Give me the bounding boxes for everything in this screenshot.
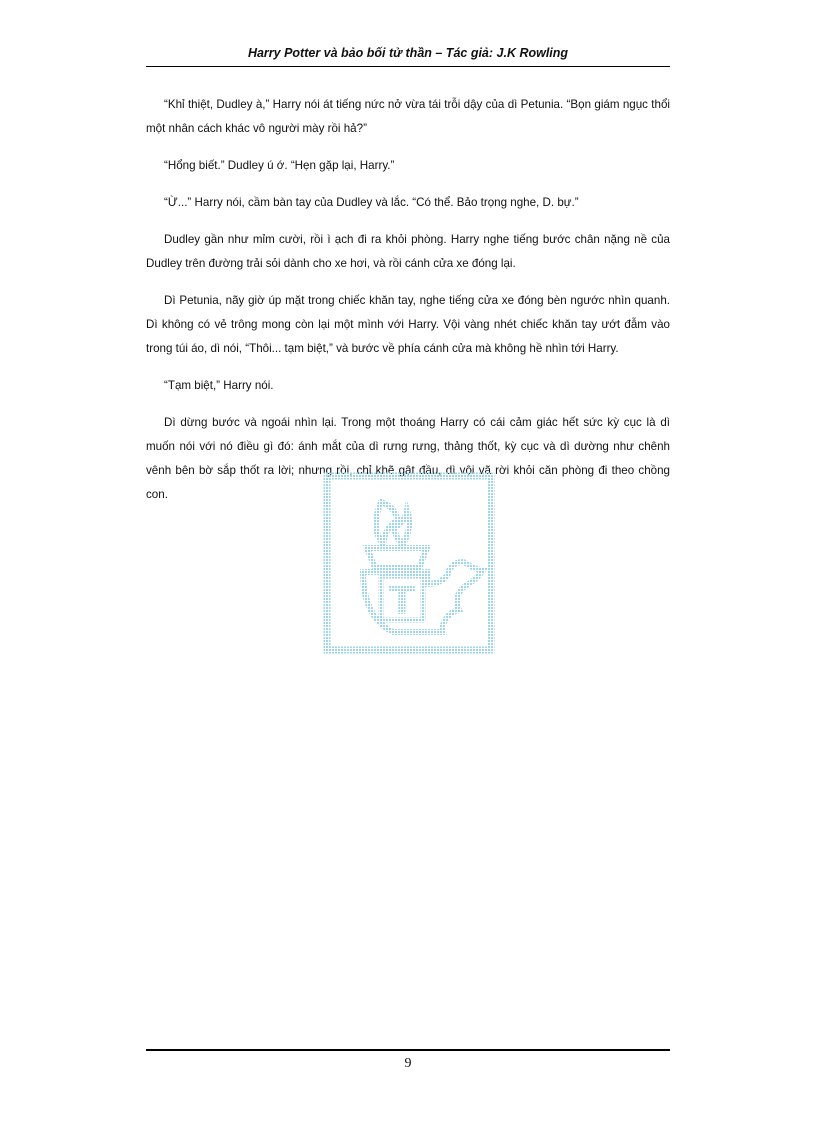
page-header [146,44,670,67]
chapter-body [146,93,670,520]
paragraph-3: “Ừ...” Harry nói, cầm bàn tay của Dudley và lắc. “Có thể. Bảo trọng nghe, D. bự.” [164,196,579,209]
paragraph-2: “Hổng biết.” Dudley ú ớ. “Hẹn gặp lại, Harry.” [164,159,395,172]
watermark-logo-icon [323,472,495,654]
paragraph-1: “Khỉ thiệt, Dudley à,” Harry nói át tiếng nức nở vừa tái trỗi dậy của dì Petunia. “Bọn giám ngục thổi một nhân cách khác vô người mày rồi hả?” [146,98,670,135]
book-title-header: Harry Potter và bảo bối tử thần – Tác giả: J.K Rowling [247,46,569,60]
paragraph-5: Dì Petunia, nãy giờ úp mặt trong chiếc khăn tay, nghe tiếng cửa xe đóng bèn ngước nhìn quanh. Dì không có vẻ trông mong còn lại một mình với Harry. Vội vàng nhét chiếc khăn tay ướt đẫm vào trong túi áo, dì nói, “Thôi... tạm biệt,” và bước về phía cánh cửa mà không hề nhìn tới Harry. [146,294,670,355]
logo-letter: T [389,579,415,623]
paragraph-4: Dudley gần như mỉm cười, rồi ì ạch đi ra khỏi phòng. Harry nghe tiếng bước chân nặng nề của Dudley trên đường trải sỏi dành cho xe hơi, và rồi cánh cửa xe đóng lại. [146,233,670,270]
paragraph-6: “Tạm biệt,” Harry nói. [164,379,274,392]
page-number: 9 [404,1056,412,1071]
paragraph-7: Dì dừng bước và ngoái nhìn lại. Trong một thoáng Harry có cái cảm giác hết sức kỳ cục là dì muốn nói với nó điều gì đó: ánh mắt của dì rưng rưng, thảng thốt, kỳ cục và dì dường như chênh vênh bên bờ sắp thốt ra lời; nhưng rồi, chỉ khẽ gật đầu, dì vội vã rời khỏi căn phòng đi theo chồng con. [146,416,670,501]
bird-torch-logo-icon [323,472,495,654]
page-footer [146,1049,670,1077]
